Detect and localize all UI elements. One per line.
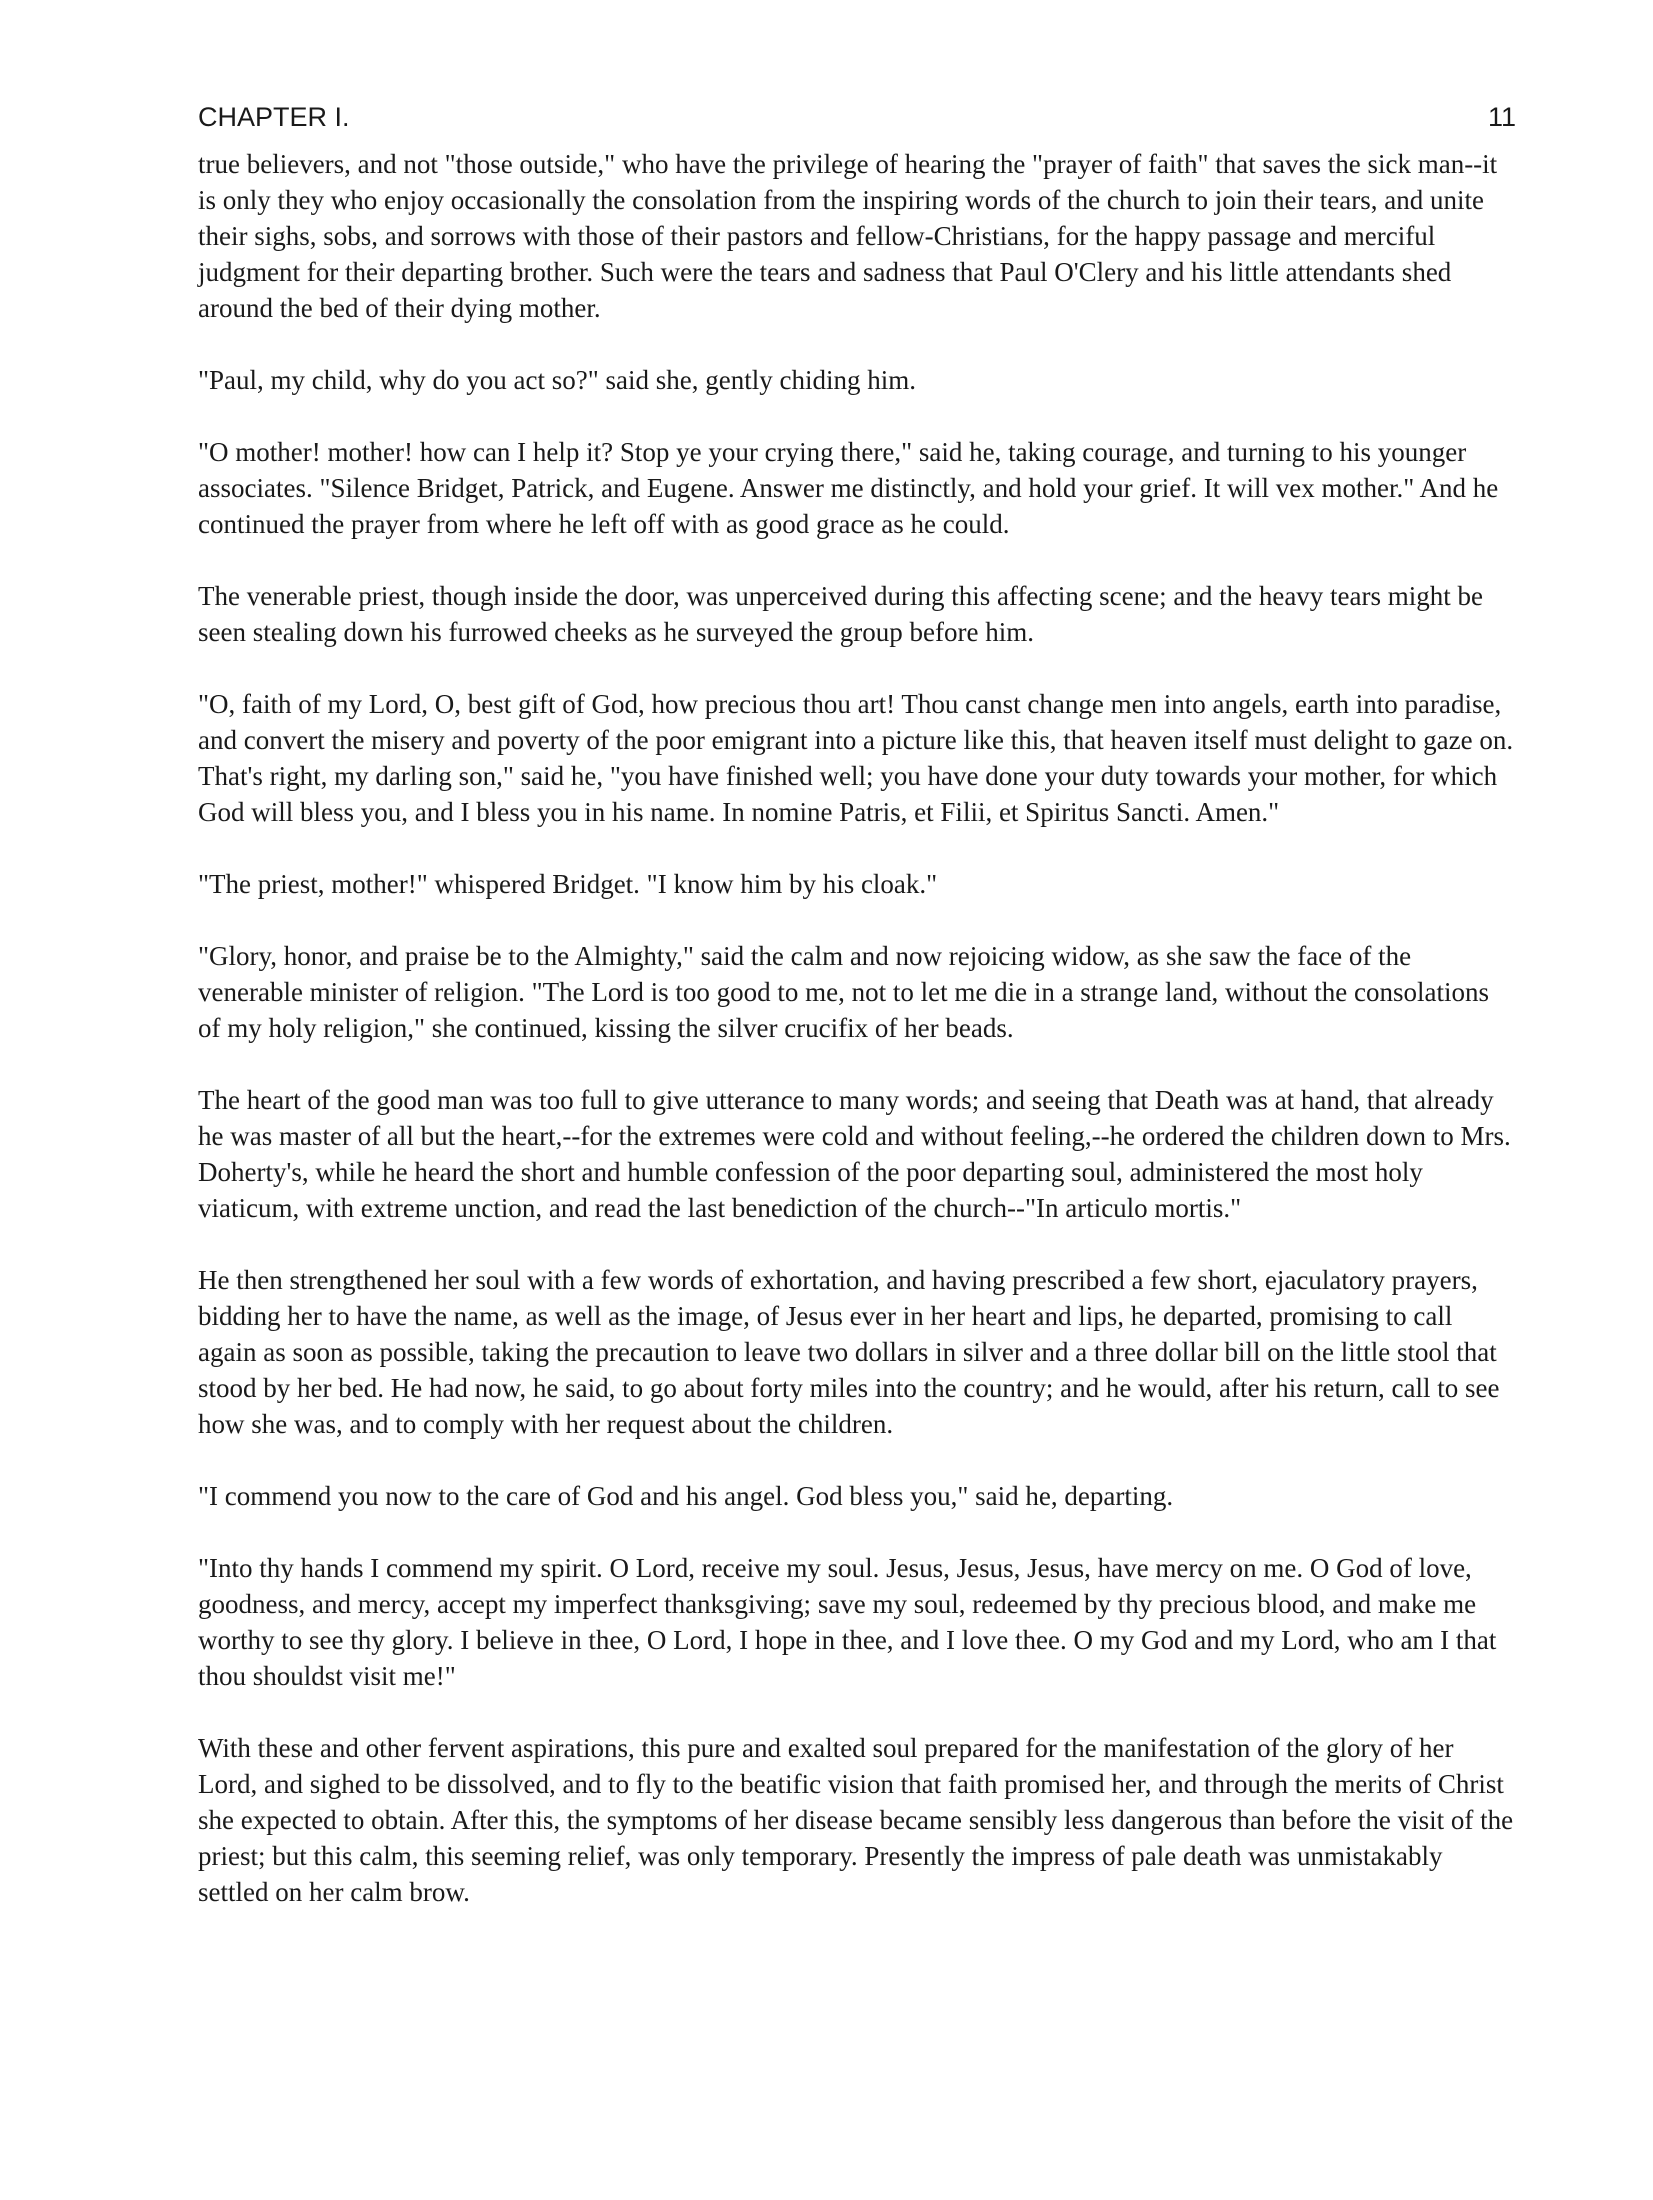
running-header — [198, 102, 1516, 138]
paragraph: "Glory, honor, and praise be to the Almighty," said the calm and now rejoicing widow, as she saw the face of the venerable minister of religion. "The Lord is too good to me, not to let me die in a strange land, without the consolations of my holy religion," she continued, kissing the silver crucifix of her beads. — [198, 941, 1489, 1043]
paragraph: "Paul, my child, why do you act so?" said she, gently chiding him. — [198, 365, 916, 395]
paragraph: He then strengthened her soul with a few words of exhortation, and having prescribed a few short, ejaculatory prayers, bidding her to have the name, as well as the image, of Jesus ever in her heart and lips, he departed, promising to call again as soon as possible, taking the precaution to leave two dollars in silver and a three dollar bill on the little stool that stood by her bed. He had now, he said, to go about forty miles into the country; and he would, after his return, call to see how she was, and to comply with her request about the children. — [198, 1265, 1500, 1439]
chapter-heading: CHAPTER I. — [198, 102, 350, 132]
paragraph: The heart of the good man was too full to give utterance to many words; and seeing that Death was at hand, that already he was master of all but the heart,--for the extremes were cold and without feeling,--he ordered the children down to Mrs. Doherty's, while he heard the short and humble confession of the poor departing soul, administered the most holy viaticum, with extreme unction, and read the last benediction of the church--"In articulo mortis." — [198, 1085, 1511, 1223]
paragraph: "Into thy hands I commend my spirit. O Lord, receive my soul. Jesus, Jesus, Jesus, have mercy on me. O God of love, goodness, and mercy, accept my imperfect thanksgiving; save my soul, redeemed by thy precious blood, and make me worthy to see thy glory. I believe in thee, O Lord, I hope in thee, and I love thee. O my God and my Lord, who am I that thou shouldst visit me!" — [198, 1553, 1497, 1691]
paragraph: "O mother! mother! how can I help it? Stop ye your crying there," said he, taking courage, and turning to his younger associates. "Silence Bridget, Patrick, and Eugene. Answer me distinctly, and hold your grief. It will vex mother." And he continued the prayer from where he left off with as good grace as he could. — [198, 437, 1499, 539]
paragraph: "O, faith of my Lord, O, best gift of God, how precious thou art! Thou canst change men into angels, earth into paradise, and convert the misery and poverty of the poor emigrant into a picture like this, that heaven itself must delight to gaze on. That's right, my darling son," said he, "you have finished well; you have done your duty towards your mother, for which God will bless you, and I bless you in his name. In nomine Patris, et Filii, et Spiritus Sancti. Amen." — [198, 689, 1514, 827]
page-number: 11 — [1487, 102, 1516, 132]
body-text — [198, 146, 1516, 1910]
paragraph: true believers, and not "those outside," who have the privilege of hearing the "prayer of faith" that saves the sick man--it is only they who enjoy occasionally the consolation from the inspiring words of the church to join their tears, and unite their sighs, sobs, and sorrows with those of their pastors and fellow-Christians, for the happy passage and merciful judgment for their departing brother. Such were the tears and sadness that Paul O'Clery and his little attendants shed around the bed of their dying mother. — [198, 149, 1498, 323]
paragraph: "The priest, mother!" whispered Bridget. "I know him by his cloak." — [198, 869, 938, 899]
paragraph: "I commend you now to the care of God and his angel. God bless you," said he, departing. — [198, 1481, 1174, 1511]
paragraph: The venerable priest, though inside the door, was unperceived during this affecting scene; and the heavy tears might be seen stealing down his furrowed cheeks as he surveyed the group before him. — [198, 581, 1484, 647]
document-page — [198, 102, 1516, 1910]
paragraph: With these and other fervent aspirations, this pure and exalted soul prepared for the manifestation of the glory of her Lord, and sighed to be dissolved, and to fly to the beatific vision that faith promised her, and through the merits of Christ she expected to obtain. After this, the symptoms of her disease became sensibly less dangerous than before the visit of the priest; but this calm, this seeming relief, was only temporary. Presently the impress of pale death was unmistakably settled on her calm brow. — [198, 1733, 1514, 1907]
